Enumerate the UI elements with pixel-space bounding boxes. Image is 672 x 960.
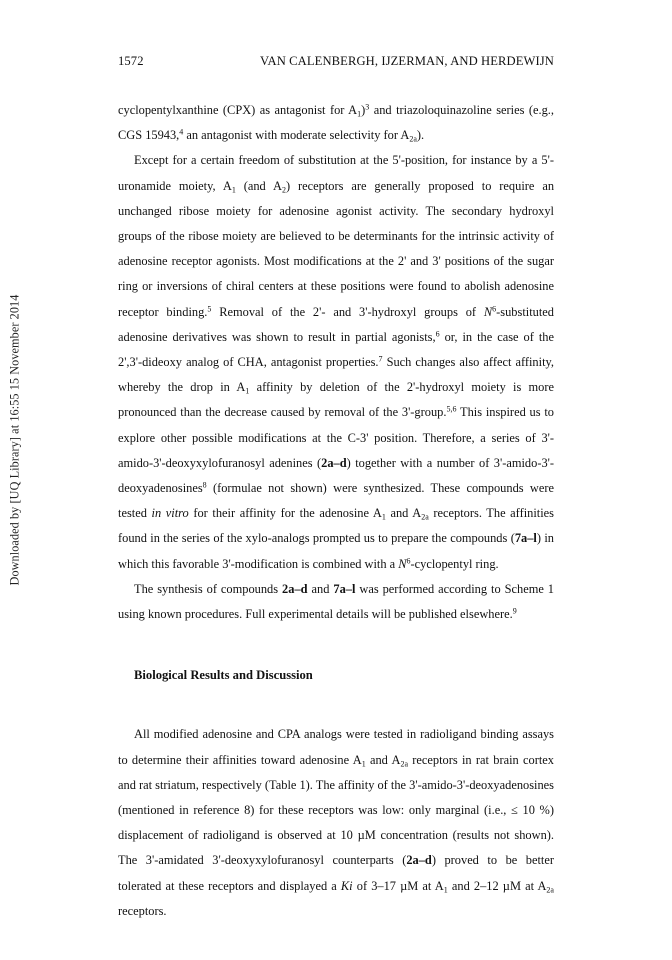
subscript: 1	[231, 185, 236, 195]
text-run: Removal of the 2'- and 3'-hydroxyl groups of	[211, 304, 484, 319]
compound-label: 2a–d	[321, 455, 347, 470]
citation: 5	[207, 304, 212, 314]
text-run: Except for a certain freedom of substitution at the 5'-position, for instance by a 5'-uronamide moiety, A	[118, 153, 554, 193]
text-run: )	[361, 103, 366, 117]
superscript: 6	[406, 556, 411, 566]
superscript: 6	[492, 304, 497, 314]
text-run: The synthesis of compounds	[134, 581, 283, 596]
paragraph-3	[118, 577, 554, 627]
subscript: 1	[443, 885, 448, 895]
watermark-text: Downloaded by [UQ Library] at 16:55 15 November 2014	[7, 294, 22, 586]
text-run: -cyclopentyl ring.	[410, 556, 499, 571]
italic-symbol: N	[483, 304, 493, 319]
compound-label: 7a–l	[333, 581, 356, 596]
subscript: 1	[381, 512, 386, 522]
subscript: 2	[281, 185, 286, 195]
download-watermark	[4, 210, 26, 670]
text-run: All modified adenosine and CPA analogs were tested in radioligand binding assays to determine their affinities toward adenosine A	[118, 727, 554, 767]
text-run: cyclopentylxanthine (CPX) as antagonist for A	[118, 103, 358, 117]
text-run: of 3–17 µM at A	[352, 878, 444, 893]
text-run: receptors.	[118, 903, 167, 918]
article-body	[118, 98, 554, 924]
running-title: VAN CALENBERGH, IJZERMAN, AND HERDEWIJN	[259, 54, 554, 68]
text-run: affinity by deletion of the 2'-hydroxyl moiety is more pronounced than the decrease caused by removal of the 3'-group.	[118, 380, 554, 420]
subscript: 1	[245, 386, 250, 396]
text-run: -substituted adenosine derivatives was shown to result in partial agonists,	[118, 304, 554, 344]
paragraph-1	[118, 98, 554, 148]
text-run: ).	[416, 128, 425, 143]
subscript: 1	[357, 109, 362, 119]
citation: 8	[202, 480, 207, 490]
paragraph-2	[118, 148, 554, 576]
running-header	[118, 54, 554, 69]
italic-text: in vitro	[151, 506, 189, 521]
text-run: This inspired us to explore other possible modifications at the C-3' position. Therefore, a series of 3'-amido-3'-deoxyxylofuranosyl adenines (	[118, 405, 554, 470]
text-run: (and A	[235, 178, 282, 193]
citation: 7	[378, 354, 383, 364]
text-run: was performed according to Scheme 1 using known procedures. Full experimental details will be published elsewhere.	[118, 581, 555, 622]
subscript: 2a	[421, 512, 429, 522]
text-run: receptors. The affinities found in the series of the xylo-analogs prompted us to prepare the compounds (	[118, 506, 555, 546]
citation: 9	[512, 606, 517, 616]
compound-label: 7a–l	[514, 531, 537, 546]
citation: 4	[179, 127, 184, 137]
italic-symbol: N	[398, 556, 407, 571]
citation: 5,6	[446, 404, 457, 414]
text-run: or, in the case of the 2',3'-dideoxy analog of CHA, antagonist properties.	[118, 329, 554, 370]
italic-symbol: Ki	[340, 878, 353, 893]
section-heading: Biological Results and Discussion	[134, 668, 313, 683]
text-run: and A	[365, 752, 401, 767]
citation: 6	[435, 329, 440, 339]
text-run: ) receptors are generally proposed to require an unchanged ribose moiety for adenosine agonist activity. The secondary hydroxyl groups of the ribose moiety are believed to be determinants for the intrinsic activity of adenosine receptor agonists. Most modifications at the 2' and 3' positions of the sugar ring or inversions of chiral centers at these positions were found to abolish adenosine receptor binding.	[118, 178, 555, 319]
subscript: 2a	[409, 134, 417, 144]
text-run: and triazoloquinazoline series (e.g., CGS 15943,	[118, 103, 554, 143]
text-run: Such changes also affect affinity, whereby the drop in A	[118, 355, 554, 395]
text-run: and A	[385, 506, 422, 521]
page-number: 1572	[118, 54, 144, 68]
text-run: an antagonist with moderate selectivity for A	[183, 128, 410, 143]
text-run: ) together with a number of 3'-amido-3'-deoxyadenosines	[118, 455, 554, 496]
compound-label: 2a–d	[406, 853, 432, 868]
text-run: receptors in rat brain cortex and rat striatum, respectively (Table 1). The affinity of the 3'-amido-3'-deoxyadenosines (mentioned in reference 8) for these receptors was low: only marginal (i.e., ≤ 10 %) displacement of radioligand is observed at 10 µM concentration (results not shown). The 3'-amidated 3'-deoxyxylofuranosyl counterparts (	[118, 752, 554, 868]
subscript: 1	[361, 759, 366, 769]
paragraph-4	[118, 722, 554, 924]
text-run: for their affinity for the adenosine A	[188, 506, 382, 521]
citation: 3	[365, 102, 370, 112]
text-run: (formulae not shown) were synthesized. These compounds were tested	[118, 481, 554, 521]
text-run: and 2–12 µM at A	[447, 878, 547, 893]
compound-label: 2a–d	[282, 581, 308, 596]
text-run: ) in which this favorable 3'-modification is combined with a	[118, 531, 554, 571]
subscript: 2a	[546, 885, 554, 895]
subscript: 2a	[400, 759, 408, 769]
text-run: and	[307, 581, 334, 596]
text-run: ) proved to be better tolerated at these receptors and displayed a	[118, 853, 554, 893]
